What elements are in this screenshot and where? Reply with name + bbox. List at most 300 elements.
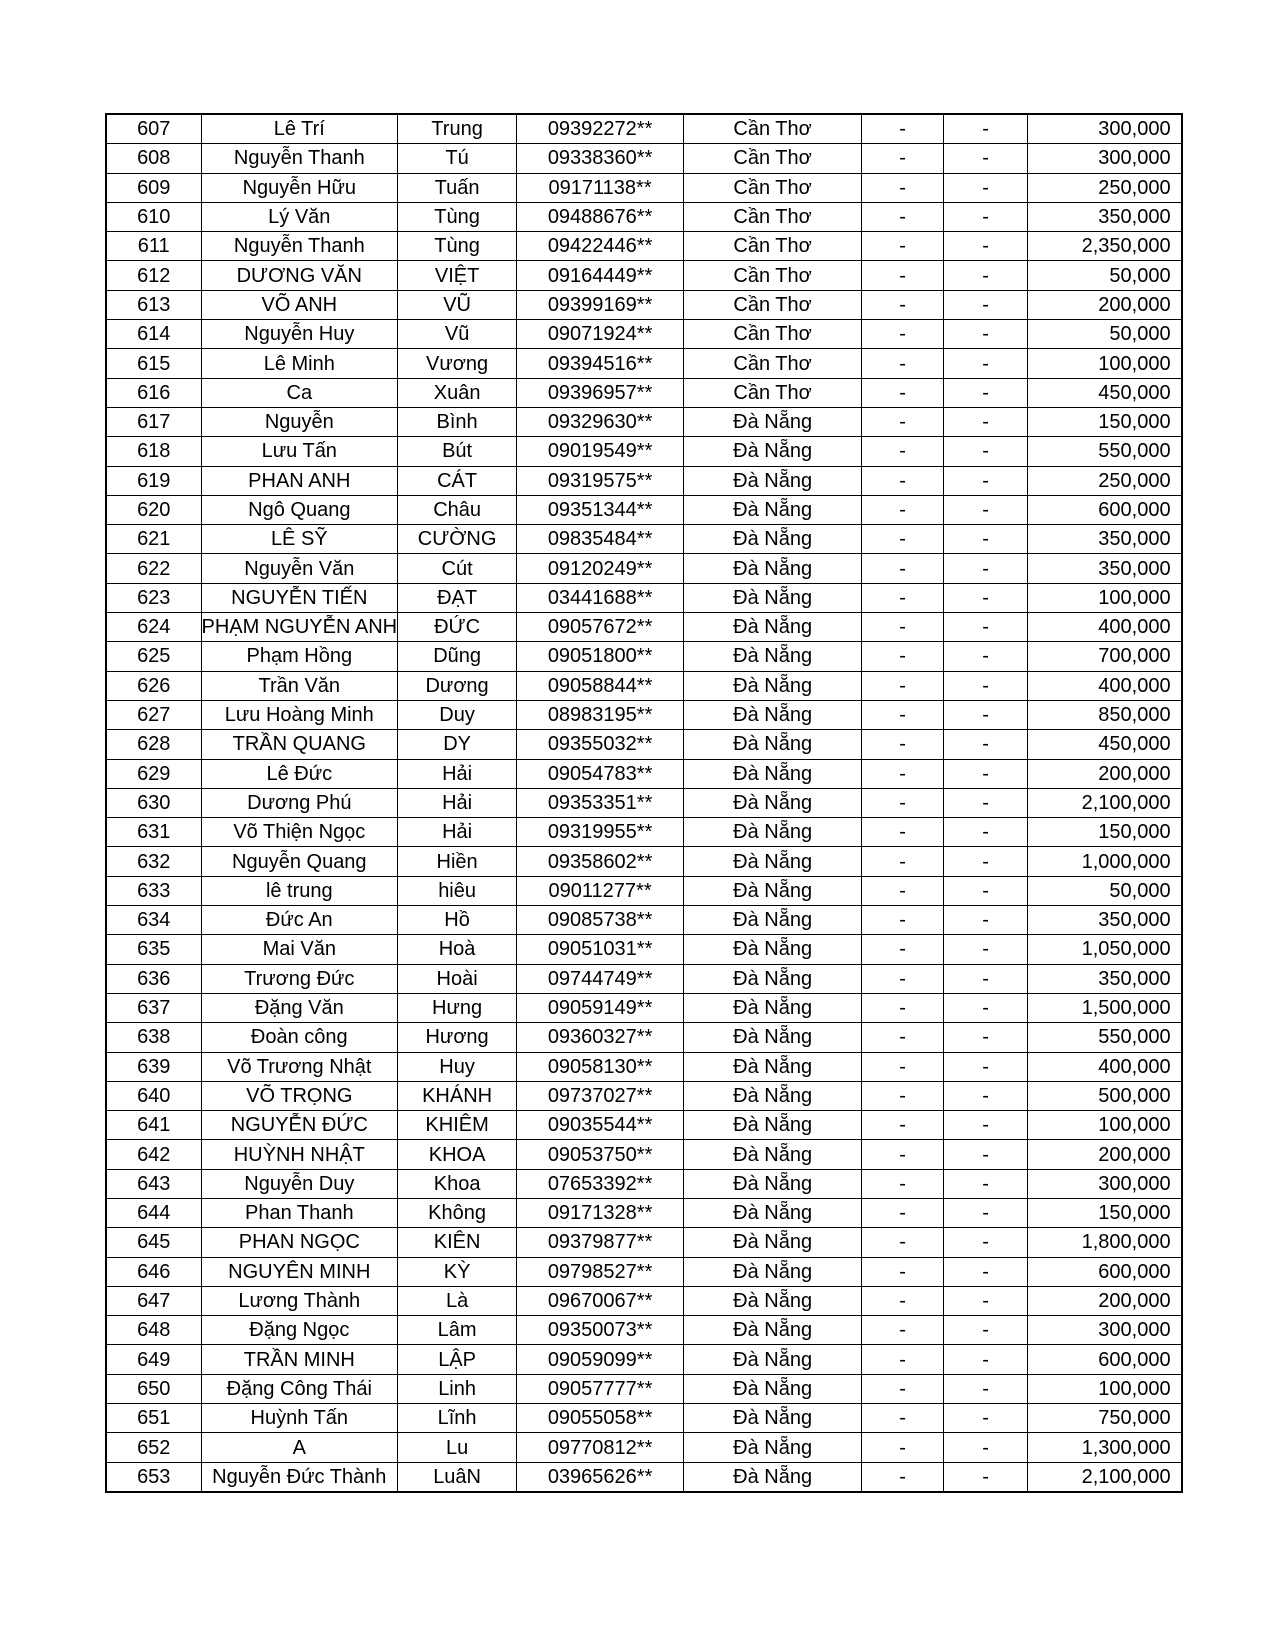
last-middle-name-cell: Lê Minh	[201, 349, 398, 378]
col-blank-2-cell: -	[944, 1257, 1028, 1286]
table-row	[106, 378, 1182, 407]
col-blank-1-cell: -	[862, 1462, 944, 1492]
row-number-cell: 623	[106, 583, 201, 612]
col-blank-1-cell: -	[862, 407, 944, 436]
phone-number-cell: 09798527**	[517, 1257, 684, 1286]
city-cell: Đà Nẵng	[684, 1286, 862, 1315]
first-name-cell: Cút	[398, 554, 517, 583]
amount-cell: 600,000	[1028, 1257, 1182, 1286]
phone-number-cell: 09392272**	[517, 114, 684, 144]
last-middle-name-cell: Nguyễn Quang	[201, 847, 398, 876]
row-number-cell: 638	[106, 1023, 201, 1052]
city-cell: Đà Nẵng	[684, 1023, 862, 1052]
col-blank-2-cell: -	[944, 788, 1028, 817]
table-row	[106, 583, 1182, 612]
phone-number-cell: 09059099**	[517, 1345, 684, 1374]
last-middle-name-cell: Nguyễn Hữu	[201, 173, 398, 202]
city-cell: Đà Nẵng	[684, 1462, 862, 1492]
last-middle-name-cell: PHAN ANH	[201, 466, 398, 495]
first-name-cell: Hải	[398, 788, 517, 817]
col-blank-2-cell: -	[944, 173, 1028, 202]
phone-number-cell: 09053750**	[517, 1140, 684, 1169]
col-blank-1-cell: -	[862, 261, 944, 290]
first-name-cell: KIÊN	[398, 1228, 517, 1257]
row-number-cell: 612	[106, 261, 201, 290]
table-row	[106, 290, 1182, 319]
amount-cell: 200,000	[1028, 759, 1182, 788]
row-number-cell: 640	[106, 1081, 201, 1110]
amount-cell: 250,000	[1028, 173, 1182, 202]
first-name-cell: Tuấn	[398, 173, 517, 202]
table-row	[106, 1198, 1182, 1227]
phone-number-cell: 09355032**	[517, 730, 684, 759]
first-name-cell: LuâN	[398, 1462, 517, 1492]
row-number-cell: 643	[106, 1169, 201, 1198]
phone-number-cell: 09353351**	[517, 788, 684, 817]
phone-number-cell: 09358602**	[517, 847, 684, 876]
col-blank-2-cell: -	[944, 554, 1028, 583]
col-blank-2-cell: -	[944, 700, 1028, 729]
col-blank-1-cell: -	[862, 320, 944, 349]
table-row	[106, 349, 1182, 378]
col-blank-1-cell: -	[862, 876, 944, 905]
last-middle-name-cell: Dương Phú	[201, 788, 398, 817]
table-row	[106, 935, 1182, 964]
last-middle-name-cell: Phan Thanh	[201, 1198, 398, 1227]
col-blank-2-cell: -	[944, 1404, 1028, 1433]
col-blank-2-cell: -	[944, 1169, 1028, 1198]
table-row	[106, 1111, 1182, 1140]
city-cell: Đà Nẵng	[684, 1198, 862, 1227]
first-name-cell: Tùng	[398, 232, 517, 261]
last-middle-name-cell: Nguyễn Thanh	[201, 232, 398, 261]
row-number-cell: 609	[106, 173, 201, 202]
last-middle-name-cell: Đức An	[201, 906, 398, 935]
col-blank-1-cell: -	[862, 466, 944, 495]
amount-cell: 400,000	[1028, 671, 1182, 700]
col-blank-1-cell: -	[862, 1286, 944, 1315]
table-row	[106, 993, 1182, 1022]
amount-cell: 200,000	[1028, 1140, 1182, 1169]
col-blank-2-cell: -	[944, 671, 1028, 700]
col-blank-1-cell: -	[862, 1052, 944, 1081]
city-cell: Đà Nẵng	[684, 876, 862, 905]
col-blank-2-cell: -	[944, 349, 1028, 378]
phone-number-cell: 09744749**	[517, 964, 684, 993]
col-blank-1-cell: -	[862, 1404, 944, 1433]
table-row	[106, 466, 1182, 495]
amount-cell: 350,000	[1028, 202, 1182, 231]
table-row	[106, 876, 1182, 905]
col-blank-2-cell: -	[944, 466, 1028, 495]
col-blank-2-cell: -	[944, 202, 1028, 231]
amount-cell: 2,100,000	[1028, 1462, 1182, 1492]
table-row	[106, 906, 1182, 935]
phone-number-cell: 09051800**	[517, 642, 684, 671]
row-number-cell: 653	[106, 1462, 201, 1492]
row-number-cell: 647	[106, 1286, 201, 1315]
col-blank-1-cell: -	[862, 1169, 944, 1198]
col-blank-2-cell: -	[944, 642, 1028, 671]
first-name-cell: Vương	[398, 349, 517, 378]
table-row	[106, 818, 1182, 847]
table-row	[106, 1374, 1182, 1403]
first-name-cell: KỲ	[398, 1257, 517, 1286]
col-blank-1-cell: -	[862, 1316, 944, 1345]
table-row	[106, 642, 1182, 671]
col-blank-2-cell: -	[944, 232, 1028, 261]
col-blank-1-cell: -	[862, 1228, 944, 1257]
col-blank-1-cell: -	[862, 525, 944, 554]
table-row	[106, 1169, 1182, 1198]
col-blank-2-cell: -	[944, 818, 1028, 847]
table-row	[106, 964, 1182, 993]
phone-number-cell: 09319955**	[517, 818, 684, 847]
last-middle-name-cell: NGUYÊN MINH	[201, 1257, 398, 1286]
last-middle-name-cell: PHẠM NGUYỄN ANH	[201, 613, 398, 642]
table-row	[106, 495, 1182, 524]
col-blank-2-cell: -	[944, 1052, 1028, 1081]
col-blank-1-cell: -	[862, 173, 944, 202]
phone-number-cell: 09058844**	[517, 671, 684, 700]
row-number-cell: 631	[106, 818, 201, 847]
col-blank-2-cell: -	[944, 1286, 1028, 1315]
city-cell: Đà Nẵng	[684, 1433, 862, 1462]
row-number-cell: 648	[106, 1316, 201, 1345]
city-cell: Cần Thơ	[684, 349, 862, 378]
col-blank-2-cell: -	[944, 1140, 1028, 1169]
col-blank-1-cell: -	[862, 642, 944, 671]
city-cell: Đà Nẵng	[684, 788, 862, 817]
first-name-cell: Hoà	[398, 935, 517, 964]
table-row	[106, 554, 1182, 583]
last-middle-name-cell: NGUYỄN TIẾN	[201, 583, 398, 612]
col-blank-1-cell: -	[862, 1140, 944, 1169]
col-blank-1-cell: -	[862, 1374, 944, 1403]
last-middle-name-cell: PHAN NGỌC	[201, 1228, 398, 1257]
city-cell: Đà Nẵng	[684, 906, 862, 935]
row-number-cell: 645	[106, 1228, 201, 1257]
col-blank-2-cell: -	[944, 1345, 1028, 1374]
row-number-cell: 624	[106, 613, 201, 642]
col-blank-2-cell: -	[944, 437, 1028, 466]
first-name-cell: KHOA	[398, 1140, 517, 1169]
table-row	[106, 759, 1182, 788]
table-row	[106, 1228, 1182, 1257]
col-blank-2-cell: -	[944, 378, 1028, 407]
city-cell: Đà Nẵng	[684, 437, 862, 466]
first-name-cell: LẬP	[398, 1345, 517, 1374]
city-cell: Đà Nẵng	[684, 700, 862, 729]
col-blank-1-cell: -	[862, 613, 944, 642]
last-middle-name-cell: Lý Văn	[201, 202, 398, 231]
last-middle-name-cell: Ngô Quang	[201, 495, 398, 524]
phone-number-cell: 09171138**	[517, 173, 684, 202]
col-blank-1-cell: -	[862, 1023, 944, 1052]
row-number-cell: 626	[106, 671, 201, 700]
phone-number-cell: 09835484**	[517, 525, 684, 554]
col-blank-2-cell: -	[944, 1023, 1028, 1052]
phone-number-cell: 09057672**	[517, 613, 684, 642]
first-name-cell: hiêu	[398, 876, 517, 905]
first-name-cell: Không	[398, 1198, 517, 1227]
last-middle-name-cell: Lương Thành	[201, 1286, 398, 1315]
row-number-cell: 610	[106, 202, 201, 231]
row-number-cell: 637	[106, 993, 201, 1022]
amount-cell: 200,000	[1028, 290, 1182, 319]
phone-number-cell: 09319575**	[517, 466, 684, 495]
table-row	[106, 261, 1182, 290]
col-blank-2-cell: -	[944, 935, 1028, 964]
row-number-cell: 619	[106, 466, 201, 495]
phone-number-cell: 07653392**	[517, 1169, 684, 1198]
row-number-cell: 646	[106, 1257, 201, 1286]
amount-cell: 250,000	[1028, 466, 1182, 495]
col-blank-1-cell: -	[862, 144, 944, 173]
city-cell: Đà Nẵng	[684, 407, 862, 436]
col-blank-1-cell: -	[862, 730, 944, 759]
city-cell: Cần Thơ	[684, 144, 862, 173]
phone-number-cell: 09338360**	[517, 144, 684, 173]
row-number-cell: 641	[106, 1111, 201, 1140]
table-row	[106, 114, 1182, 144]
first-name-cell: ĐỨC	[398, 613, 517, 642]
col-blank-2-cell: -	[944, 876, 1028, 905]
amount-cell: 400,000	[1028, 613, 1182, 642]
phone-number-cell: 09394516**	[517, 349, 684, 378]
amount-cell: 350,000	[1028, 525, 1182, 554]
first-name-cell: Hải	[398, 759, 517, 788]
city-cell: Đà Nẵng	[684, 818, 862, 847]
last-middle-name-cell: Nguyễn Đức Thành	[201, 1462, 398, 1492]
city-cell: Đà Nẵng	[684, 1228, 862, 1257]
row-number-cell: 614	[106, 320, 201, 349]
phone-number-cell: 09737027**	[517, 1081, 684, 1110]
last-middle-name-cell: VÕ TRỌNG	[201, 1081, 398, 1110]
row-number-cell: 634	[106, 906, 201, 935]
row-number-cell: 639	[106, 1052, 201, 1081]
col-blank-2-cell: -	[944, 1081, 1028, 1110]
col-blank-1-cell: -	[862, 700, 944, 729]
amount-cell: 300,000	[1028, 144, 1182, 173]
city-cell: Cần Thơ	[684, 378, 862, 407]
city-cell: Cần Thơ	[684, 202, 862, 231]
phone-number-cell: 09011277**	[517, 876, 684, 905]
first-name-cell: Bút	[398, 437, 517, 466]
col-blank-1-cell: -	[862, 1198, 944, 1227]
city-cell: Đà Nẵng	[684, 1257, 862, 1286]
city-cell: Cần Thơ	[684, 261, 862, 290]
row-number-cell: 622	[106, 554, 201, 583]
amount-cell: 2,100,000	[1028, 788, 1182, 817]
row-number-cell: 635	[106, 935, 201, 964]
first-name-cell: DY	[398, 730, 517, 759]
amount-cell: 350,000	[1028, 906, 1182, 935]
phone-number-cell: 03441688**	[517, 583, 684, 612]
city-cell: Đà Nẵng	[684, 1169, 862, 1198]
row-number-cell: 613	[106, 290, 201, 319]
phone-number-cell: 03965626**	[517, 1462, 684, 1492]
amount-cell: 1,800,000	[1028, 1228, 1182, 1257]
col-blank-2-cell: -	[944, 1228, 1028, 1257]
first-name-cell: Xuân	[398, 378, 517, 407]
amount-cell: 450,000	[1028, 378, 1182, 407]
last-middle-name-cell: DƯƠNG VĂN	[201, 261, 398, 290]
col-blank-1-cell: -	[862, 964, 944, 993]
amount-cell: 200,000	[1028, 1286, 1182, 1315]
last-middle-name-cell: Trương Đức	[201, 964, 398, 993]
col-blank-2-cell: -	[944, 583, 1028, 612]
amount-cell: 700,000	[1028, 642, 1182, 671]
table-row	[106, 1316, 1182, 1345]
table-body	[106, 114, 1182, 1492]
row-number-cell: 630	[106, 788, 201, 817]
first-name-cell: Dương	[398, 671, 517, 700]
last-middle-name-cell: Nguyễn Duy	[201, 1169, 398, 1198]
first-name-cell: VIỆT	[398, 261, 517, 290]
city-cell: Đà Nẵng	[684, 1404, 862, 1433]
city-cell: Đà Nẵng	[684, 671, 862, 700]
last-middle-name-cell: Võ Trương Nhật	[201, 1052, 398, 1081]
last-middle-name-cell: Nguyễn	[201, 407, 398, 436]
city-cell: Đà Nẵng	[684, 1052, 862, 1081]
row-number-cell: 642	[106, 1140, 201, 1169]
last-middle-name-cell: A	[201, 1433, 398, 1462]
last-middle-name-cell: Mai Văn	[201, 935, 398, 964]
first-name-cell: Trung	[398, 114, 517, 144]
col-blank-2-cell: -	[944, 1111, 1028, 1140]
last-middle-name-cell: Đoàn công	[201, 1023, 398, 1052]
first-name-cell: Châu	[398, 495, 517, 524]
city-cell: Cần Thơ	[684, 114, 862, 144]
city-cell: Cần Thơ	[684, 173, 862, 202]
col-blank-1-cell: -	[862, 1345, 944, 1374]
col-blank-1-cell: -	[862, 906, 944, 935]
last-middle-name-cell: Võ Thiện Ngọc	[201, 818, 398, 847]
amount-cell: 100,000	[1028, 1111, 1182, 1140]
amount-cell: 50,000	[1028, 320, 1182, 349]
col-blank-2-cell: -	[944, 407, 1028, 436]
col-blank-1-cell: -	[862, 847, 944, 876]
phone-number-cell: 09164449**	[517, 261, 684, 290]
row-number-cell: 651	[106, 1404, 201, 1433]
table-row	[106, 173, 1182, 202]
phone-number-cell: 09351344**	[517, 495, 684, 524]
row-number-cell: 650	[106, 1374, 201, 1403]
col-blank-2-cell: -	[944, 730, 1028, 759]
col-blank-1-cell: -	[862, 1433, 944, 1462]
amount-cell: 350,000	[1028, 964, 1182, 993]
row-number-cell: 607	[106, 114, 201, 144]
phone-number-cell: 09085738**	[517, 906, 684, 935]
amount-cell: 150,000	[1028, 818, 1182, 847]
first-name-cell: Hồ	[398, 906, 517, 935]
table-row	[106, 1052, 1182, 1081]
first-name-cell: Hoài	[398, 964, 517, 993]
phone-number-cell: 09035544**	[517, 1111, 684, 1140]
col-blank-2-cell: -	[944, 1374, 1028, 1403]
amount-cell: 850,000	[1028, 700, 1182, 729]
amount-cell: 50,000	[1028, 876, 1182, 905]
amount-cell: 150,000	[1028, 407, 1182, 436]
first-name-cell: Hương	[398, 1023, 517, 1052]
city-cell: Đà Nẵng	[684, 583, 862, 612]
amount-cell: 150,000	[1028, 1198, 1182, 1227]
table-row	[106, 1257, 1182, 1286]
row-number-cell: 620	[106, 495, 201, 524]
phone-number-cell: 09350073**	[517, 1316, 684, 1345]
col-blank-1-cell: -	[862, 349, 944, 378]
phone-number-cell: 09058130**	[517, 1052, 684, 1081]
col-blank-1-cell: -	[862, 935, 944, 964]
phone-number-cell: 09379877**	[517, 1228, 684, 1257]
row-number-cell: 617	[106, 407, 201, 436]
col-blank-1-cell: -	[862, 232, 944, 261]
amount-cell: 400,000	[1028, 1052, 1182, 1081]
city-cell: Đà Nẵng	[684, 466, 862, 495]
amount-cell: 600,000	[1028, 495, 1182, 524]
last-middle-name-cell: Lê Đức	[201, 759, 398, 788]
table-row	[106, 232, 1182, 261]
first-name-cell: CƯỜNG	[398, 525, 517, 554]
col-blank-2-cell: -	[944, 114, 1028, 144]
col-blank-2-cell: -	[944, 993, 1028, 1022]
city-cell: Đà Nẵng	[684, 525, 862, 554]
last-middle-name-cell: Đặng Ngọc	[201, 1316, 398, 1345]
table-row	[106, 1081, 1182, 1110]
col-blank-2-cell: -	[944, 613, 1028, 642]
first-name-cell: ĐẠT	[398, 583, 517, 612]
amount-cell: 2,350,000	[1028, 232, 1182, 261]
col-blank-2-cell: -	[944, 1316, 1028, 1345]
table-row	[106, 437, 1182, 466]
phone-number-cell: 09360327**	[517, 1023, 684, 1052]
first-name-cell: KHIÊM	[398, 1111, 517, 1140]
first-name-cell: Hưng	[398, 993, 517, 1022]
last-middle-name-cell: Ca	[201, 378, 398, 407]
table-row	[106, 144, 1182, 173]
first-name-cell: Lâm	[398, 1316, 517, 1345]
first-name-cell: Hiền	[398, 847, 517, 876]
last-middle-name-cell: NGUYỄN ĐỨC	[201, 1111, 398, 1140]
col-blank-1-cell: -	[862, 583, 944, 612]
first-name-cell: Tùng	[398, 202, 517, 231]
table-row	[106, 847, 1182, 876]
first-name-cell: Duy	[398, 700, 517, 729]
row-number-cell: 649	[106, 1345, 201, 1374]
first-name-cell: VŨ	[398, 290, 517, 319]
col-blank-1-cell: -	[862, 1081, 944, 1110]
city-cell: Đà Nẵng	[684, 759, 862, 788]
col-blank-1-cell: -	[862, 1257, 944, 1286]
amount-cell: 300,000	[1028, 1316, 1182, 1345]
col-blank-1-cell: -	[862, 202, 944, 231]
row-number-cell: 615	[106, 349, 201, 378]
city-cell: Đà Nẵng	[684, 1316, 862, 1345]
amount-cell: 750,000	[1028, 1404, 1182, 1433]
amount-cell: 550,000	[1028, 1023, 1182, 1052]
first-name-cell: Bình	[398, 407, 517, 436]
row-number-cell: 618	[106, 437, 201, 466]
phone-number-cell: 09770812**	[517, 1433, 684, 1462]
table-row	[106, 700, 1182, 729]
last-middle-name-cell: Huỳnh Tấn	[201, 1404, 398, 1433]
last-middle-name-cell: Trần Văn	[201, 671, 398, 700]
last-middle-name-cell: Nguyễn Thanh	[201, 144, 398, 173]
phone-number-cell: 09422446**	[517, 232, 684, 261]
amount-cell: 450,000	[1028, 730, 1182, 759]
amount-cell: 1,500,000	[1028, 993, 1182, 1022]
